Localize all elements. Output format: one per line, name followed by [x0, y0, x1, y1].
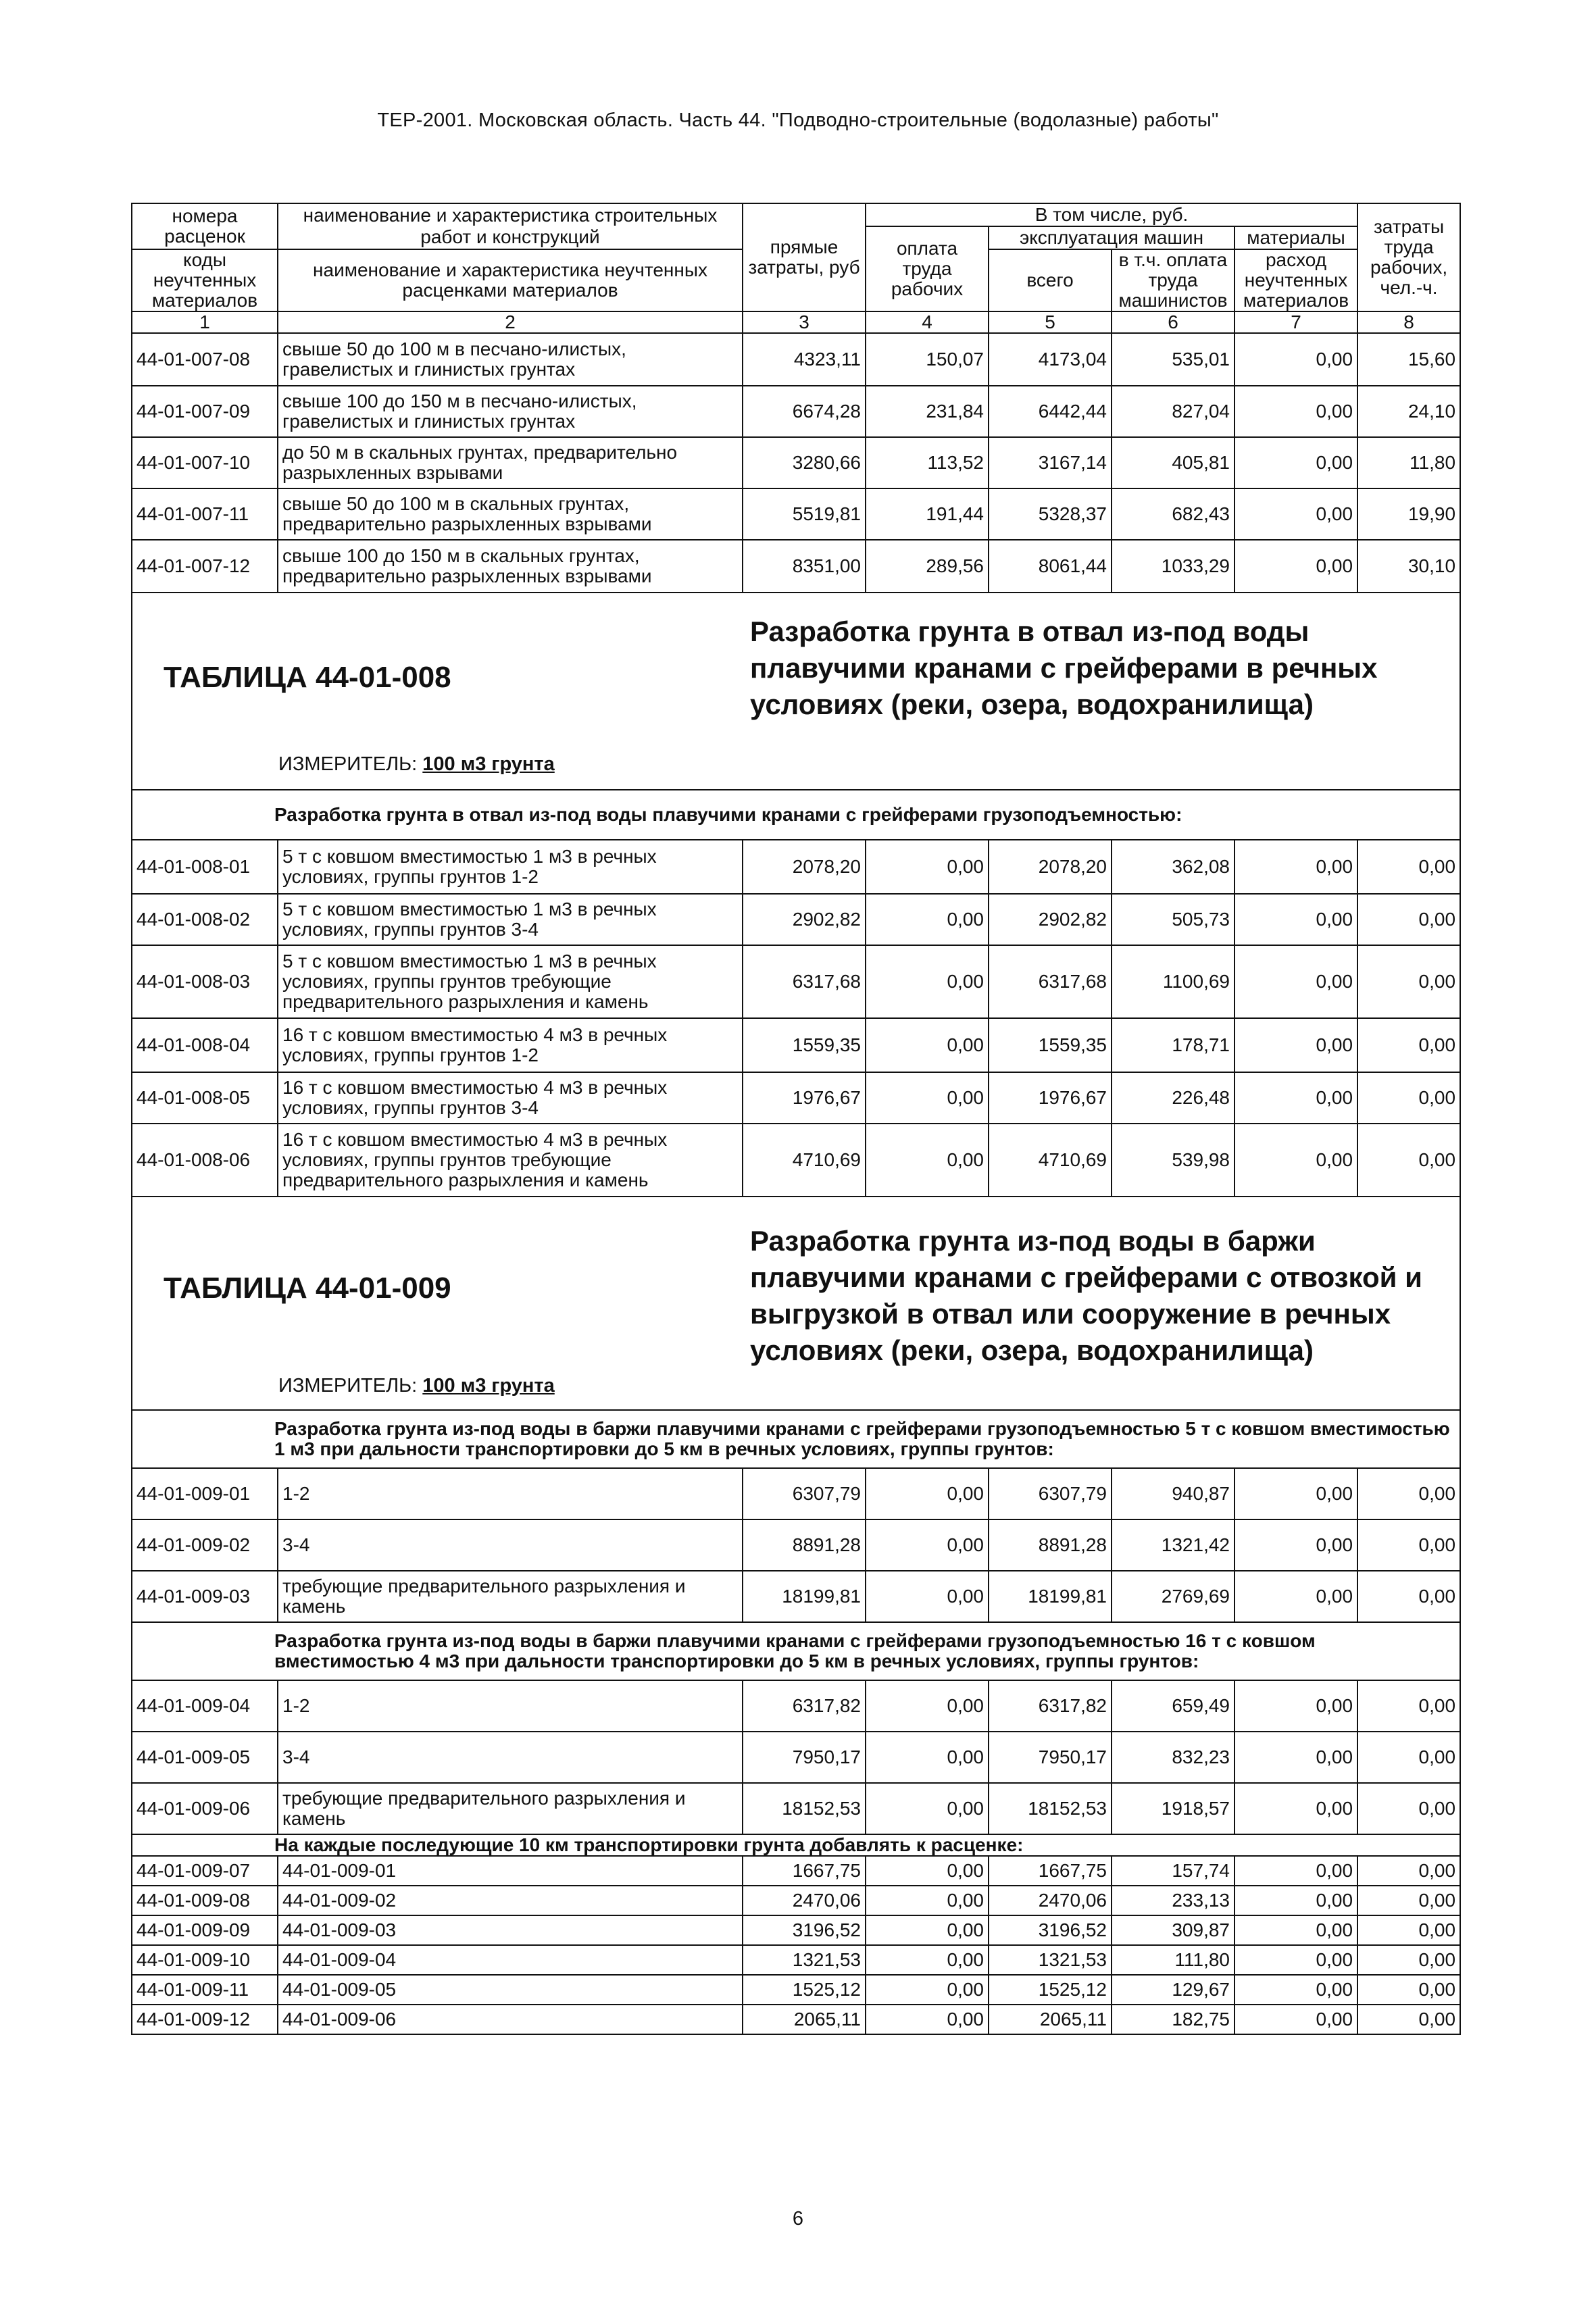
table-row — [132, 945, 1460, 1018]
direct-cost: 1976,67 — [743, 1072, 866, 1124]
col-machines-total: всего — [989, 249, 1112, 311]
wage-cost: 0,00 — [866, 840, 989, 894]
labor-cost: 0,00 — [1357, 1856, 1460, 1886]
section-row — [132, 1834, 1460, 1856]
wage-cost: 0,00 — [866, 1732, 989, 1783]
table-title-row — [132, 1197, 1460, 1410]
rate-code: 44-01-008-03 — [132, 945, 278, 1018]
machines-wage-cost: 1100,69 — [1112, 945, 1235, 1018]
rate-name: 44-01-009-01 — [278, 1856, 743, 1886]
labor-cost: 0,00 — [1357, 1519, 1460, 1571]
rate-name: 5 т с ковшом вместимостью 1 м3 в речных условиях, группы грунтов 3-4 — [278, 894, 743, 945]
machines-wage-cost: 233,13 — [1112, 1886, 1235, 1915]
col-num: 1 — [132, 311, 278, 333]
table-row — [132, 333, 1460, 386]
rate-code: 44-01-009-03 — [132, 1571, 278, 1622]
meter-prefix: ИЗМЕРИТЕЛЬ: — [278, 1375, 418, 1397]
direct-cost: 6674,28 — [743, 386, 866, 437]
table-row — [132, 2005, 1460, 2034]
materials-cost: 0,00 — [1235, 1886, 1357, 1915]
col-incl-header: В том числе, руб. — [866, 203, 1357, 226]
machines-cost: 2065,11 — [989, 2005, 1112, 2034]
machines-cost: 3196,52 — [989, 1915, 1112, 1945]
rate-code: 44-01-007-09 — [132, 386, 278, 437]
materials-cost: 0,00 — [1235, 437, 1357, 488]
materials-cost: 0,00 — [1235, 1124, 1357, 1197]
machines-wage-cost: 309,87 — [1112, 1915, 1235, 1945]
machines-cost: 8891,28 — [989, 1519, 1112, 1571]
rate-name: 44-01-009-03 — [278, 1915, 743, 1945]
machines-cost: 1525,12 — [989, 1975, 1112, 2005]
machines-cost: 6317,68 — [989, 945, 1112, 1018]
rate-code: 44-01-009-11 — [132, 1975, 278, 2005]
machines-wage-cost: 226,48 — [1112, 1072, 1235, 1124]
machines-cost: 2078,20 — [989, 840, 1112, 894]
col-num: 5 — [989, 311, 1112, 333]
direct-cost: 2078,20 — [743, 840, 866, 894]
rate-code: 44-01-009-10 — [132, 1945, 278, 1975]
machines-wage-cost: 940,87 — [1112, 1468, 1235, 1519]
labor-cost: 11,80 — [1357, 437, 1460, 488]
labor-cost: 0,00 — [1357, 945, 1460, 1018]
wage-cost: 0,00 — [866, 1124, 989, 1197]
machines-cost: 6307,79 — [989, 1468, 1112, 1519]
col-wage-header: оплата труда рабочих — [866, 226, 989, 311]
col-num: 2 — [278, 311, 743, 333]
wage-cost: 0,00 — [866, 1783, 989, 1834]
labor-cost: 0,00 — [1357, 2005, 1460, 2034]
wage-cost: 0,00 — [866, 1886, 989, 1915]
table-row — [132, 437, 1460, 488]
machines-wage-cost: 111,80 — [1112, 1945, 1235, 1975]
rate-code: 44-01-009-06 — [132, 1783, 278, 1834]
rate-code: 44-01-009-12 — [132, 2005, 278, 2034]
machines-cost: 6317,82 — [989, 1680, 1112, 1732]
wage-cost: 0,00 — [866, 2005, 989, 2034]
labor-cost: 0,00 — [1357, 1072, 1460, 1124]
machines-cost: 1321,53 — [989, 1945, 1112, 1975]
col-machines-header: эксплуатация машин — [989, 226, 1235, 249]
table-meter — [278, 1376, 555, 1396]
materials-cost: 0,00 — [1235, 840, 1357, 894]
col-materials-header: материалы — [1235, 226, 1357, 249]
labor-cost: 0,00 — [1357, 1915, 1460, 1945]
rate-code: 44-01-009-07 — [132, 1856, 278, 1886]
table-row — [132, 1856, 1460, 1886]
labor-cost: 0,00 — [1357, 1945, 1460, 1975]
machines-wage-cost: 182,75 — [1112, 2005, 1235, 2034]
meter-value: 100 м3 грунта — [422, 1375, 555, 1397]
table-row — [132, 540, 1460, 593]
labor-cost: 0,00 — [1357, 840, 1460, 894]
machines-wage-cost: 129,67 — [1112, 1975, 1235, 2005]
direct-cost: 2065,11 — [743, 2005, 866, 2034]
rate-name: до 50 м в скальных грунтах, предварительно разрыхленных взрывами — [278, 437, 743, 488]
table-row — [132, 840, 1460, 894]
direct-cost: 8351,00 — [743, 540, 866, 593]
rate-name: 44-01-009-06 — [278, 2005, 743, 2034]
labor-cost: 0,00 — [1357, 1680, 1460, 1732]
machines-cost: 1559,35 — [989, 1018, 1112, 1072]
labor-cost: 0,00 — [1357, 1886, 1460, 1915]
machines-wage-cost: 832,23 — [1112, 1732, 1235, 1783]
table-row — [132, 386, 1460, 437]
table-row — [132, 1072, 1460, 1124]
machines-cost: 8061,44 — [989, 540, 1112, 593]
rate-code: 44-01-009-01 — [132, 1468, 278, 1519]
table-row — [132, 1945, 1460, 1975]
col-num: 7 — [1235, 311, 1357, 333]
meter-prefix: ИЗМЕРИТЕЛЬ: — [278, 753, 418, 775]
rate-name: свыше 50 до 100 м в скальных грунтах, предварительно разрыхленных взрывами — [278, 488, 743, 540]
wage-cost: 113,52 — [866, 437, 989, 488]
direct-cost: 6307,79 — [743, 1468, 866, 1519]
section-row — [132, 790, 1460, 840]
rate-name: 44-01-009-05 — [278, 1975, 743, 2005]
labor-cost: 0,00 — [1357, 1018, 1460, 1072]
labor-cost: 0,00 — [1357, 1783, 1460, 1834]
wage-cost: 0,00 — [866, 1519, 989, 1571]
materials-cost: 0,00 — [1235, 2005, 1357, 2034]
rate-name: 16 т с ковшом вместимостью 4 м3 в речных условиях, группы грунтов 3-4 — [278, 1072, 743, 1124]
materials-cost: 0,00 — [1235, 1519, 1357, 1571]
machines-cost: 4173,04 — [989, 333, 1112, 386]
table-row — [132, 1680, 1460, 1732]
table-title-row — [132, 593, 1460, 790]
machines-wage-cost: 157,74 — [1112, 1856, 1235, 1886]
direct-cost: 7950,17 — [743, 1732, 866, 1783]
machines-cost: 1976,67 — [989, 1072, 1112, 1124]
col-num: 3 — [743, 311, 866, 333]
col-materials-sub: расход неучтенных материалов — [1235, 249, 1357, 311]
rate-name: 3-4 — [278, 1732, 743, 1783]
table-row — [132, 1732, 1460, 1783]
materials-cost: 0,00 — [1235, 945, 1357, 1018]
rates-table — [131, 203, 1461, 2035]
table-title-block — [132, 1197, 1460, 1410]
page-number: 6 — [792, 2208, 804, 2230]
section-heading: Разработка грунта из-под воды в баржи плавучими кранами с грейферами грузоподъемностью 16 т с ковшом вместимостью 4 м3 при дальности транспортировки до 5 км в речных условиях, группы грунтов: — [132, 1622, 1460, 1680]
table-row — [132, 1468, 1460, 1519]
machines-cost: 3167,14 — [989, 437, 1112, 488]
wage-cost: 0,00 — [866, 1018, 989, 1072]
wage-cost: 0,00 — [866, 945, 989, 1018]
machines-cost: 1667,75 — [989, 1856, 1112, 1886]
labor-cost: 0,00 — [1357, 1468, 1460, 1519]
table-title-block — [132, 593, 1460, 790]
wage-cost: 289,56 — [866, 540, 989, 593]
labor-cost: 0,00 — [1357, 1732, 1460, 1783]
wage-cost: 0,00 — [866, 1975, 989, 2005]
section-row — [132, 1622, 1460, 1680]
machines-wage-cost: 827,04 — [1112, 386, 1235, 437]
col-code-sub: коды неучтенных материалов — [132, 249, 278, 311]
section-row — [132, 1410, 1460, 1468]
wage-cost: 0,00 — [866, 1945, 989, 1975]
direct-cost: 4323,11 — [743, 333, 866, 386]
machines-wage-cost: 405,81 — [1112, 437, 1235, 488]
rate-name: свыше 100 до 150 м в песчано-илистых, гравелистых и глинистых грунтах — [278, 386, 743, 437]
table-row — [132, 1975, 1460, 2005]
col-direct-header: прямые затраты, руб — [743, 203, 866, 311]
direct-cost: 1667,75 — [743, 1856, 866, 1886]
labor-cost: 0,00 — [1357, 1975, 1460, 2005]
rate-code: 44-01-008-01 — [132, 840, 278, 894]
wage-cost: 231,84 — [866, 386, 989, 437]
rate-code: 44-01-007-08 — [132, 333, 278, 386]
machines-wage-cost: 1033,29 — [1112, 540, 1235, 593]
machines-wage-cost: 2769,69 — [1112, 1571, 1235, 1622]
rate-name: 1-2 — [278, 1680, 743, 1732]
rate-name: 44-01-009-04 — [278, 1945, 743, 1975]
materials-cost: 0,00 — [1235, 1783, 1357, 1834]
table-row — [132, 1915, 1460, 1945]
materials-cost: 0,00 — [1235, 1018, 1357, 1072]
materials-cost: 0,00 — [1235, 1915, 1357, 1945]
labor-cost: 0,00 — [1357, 1571, 1460, 1622]
machines-cost: 7950,17 — [989, 1732, 1112, 1783]
rate-name: свыше 50 до 100 м в песчано-илистых, гравелистых и глинистых грунтах — [278, 333, 743, 386]
machines-cost: 2902,82 — [989, 894, 1112, 945]
machines-wage-cost: 362,08 — [1112, 840, 1235, 894]
col-name-sub: наименование и характеристика неучтенных расценками материалов — [278, 249, 743, 311]
machines-cost: 5328,37 — [989, 488, 1112, 540]
rate-name: 5 т с ковшом вместимостью 1 м3 в речных условиях, группы грунтов 1-2 — [278, 840, 743, 894]
wage-cost: 0,00 — [866, 1468, 989, 1519]
direct-cost: 6317,68 — [743, 945, 866, 1018]
rate-code: 44-01-008-04 — [132, 1018, 278, 1072]
machines-wage-cost: 539,98 — [1112, 1124, 1235, 1197]
machines-cost: 4710,69 — [989, 1124, 1112, 1197]
materials-cost: 0,00 — [1235, 1856, 1357, 1886]
machines-cost: 2470,06 — [989, 1886, 1112, 1915]
table-row — [132, 1571, 1460, 1622]
page-header: ТЕР-2001. Московская область. Часть 44. "Подводно-строительные (водолазные) работы" — [377, 109, 1219, 131]
rate-code: 44-01-008-02 — [132, 894, 278, 945]
table-row — [132, 894, 1460, 945]
col-labor-header: затраты труда рабочих, чел.-ч. — [1357, 203, 1460, 311]
machines-wage-cost: 505,73 — [1112, 894, 1235, 945]
labor-cost: 24,10 — [1357, 386, 1460, 437]
machines-wage-cost: 1321,42 — [1112, 1519, 1235, 1571]
direct-cost: 8891,28 — [743, 1519, 866, 1571]
direct-cost: 5519,81 — [743, 488, 866, 540]
direct-cost: 18152,53 — [743, 1783, 866, 1834]
machines-cost: 18152,53 — [989, 1783, 1112, 1834]
materials-cost: 0,00 — [1235, 894, 1357, 945]
direct-cost: 1321,53 — [743, 1945, 866, 1975]
labor-cost: 19,90 — [1357, 488, 1460, 540]
rate-name: 44-01-009-02 — [278, 1886, 743, 1915]
rate-name: свыше 100 до 150 м в скальных грунтах, предварительно разрыхленных взрывами — [278, 540, 743, 593]
labor-cost: 0,00 — [1357, 894, 1460, 945]
machines-wage-cost: 659,49 — [1112, 1680, 1235, 1732]
labor-cost: 0,00 — [1357, 1124, 1460, 1197]
materials-cost: 0,00 — [1235, 1732, 1357, 1783]
meter-value: 100 м3 грунта — [422, 753, 555, 775]
materials-cost: 0,00 — [1235, 1680, 1357, 1732]
machines-wage-cost: 682,43 — [1112, 488, 1235, 540]
wage-cost: 150,07 — [866, 333, 989, 386]
materials-cost: 0,00 — [1235, 1072, 1357, 1124]
direct-cost: 1525,12 — [743, 1975, 866, 2005]
machines-wage-cost: 535,01 — [1112, 333, 1235, 386]
labor-cost: 30,10 — [1357, 540, 1460, 593]
rate-code: 44-01-007-11 — [132, 488, 278, 540]
rate-name: требующие предварительного разрыхления и камень — [278, 1783, 743, 1834]
table-row — [132, 1124, 1460, 1197]
section-heading: Разработка грунта в отвал из-под воды плавучими кранами с грейферами грузоподъемностью: — [132, 790, 1460, 840]
direct-cost: 6317,82 — [743, 1680, 866, 1732]
table-title: Разработка грунта из-под воды в баржи плавучими кранами с грейферами с отвозкой и выгрузкой в отвал или сооружение в речных условиях (реки, озера, водохранилища) — [750, 1225, 1422, 1366]
table-row — [132, 488, 1460, 540]
direct-cost: 4710,69 — [743, 1124, 866, 1197]
header-row-1 — [132, 203, 1460, 226]
header-numbers — [132, 311, 1460, 333]
rate-code: 44-01-009-08 — [132, 1886, 278, 1915]
rate-name: 1-2 — [278, 1468, 743, 1519]
direct-cost: 2470,06 — [743, 1886, 866, 1915]
direct-cost: 1559,35 — [743, 1018, 866, 1072]
machines-wage-cost: 178,71 — [1112, 1018, 1235, 1072]
col-code-header: номера расценок — [132, 203, 278, 249]
direct-cost: 3280,66 — [743, 437, 866, 488]
table-row — [132, 1519, 1460, 1571]
wage-cost: 191,44 — [866, 488, 989, 540]
machines-cost: 6442,44 — [989, 386, 1112, 437]
rate-code: 44-01-007-10 — [132, 437, 278, 488]
labor-cost: 15,60 — [1357, 333, 1460, 386]
col-machines-wage: в т.ч. оплата труда машинистов — [1112, 249, 1235, 311]
rate-name: 16 т с ковшом вместимостью 4 м3 в речных условиях, группы грунтов 1-2 — [278, 1018, 743, 1072]
rate-code: 44-01-009-09 — [132, 1915, 278, 1945]
table-row — [132, 1783, 1460, 1834]
rate-code: 44-01-007-12 — [132, 540, 278, 593]
rate-name: 3-4 — [278, 1519, 743, 1571]
machines-wage-cost: 1918,57 — [1112, 1783, 1235, 1834]
table-title: Разработка грунта в отвал из-под воды плавучими кранами с грейферами в речных условиях (реки, озера, водохранилища) — [750, 615, 1378, 720]
col-name-header: наименование и характеристика строительных работ и конструкций — [278, 203, 743, 249]
materials-cost: 0,00 — [1235, 1945, 1357, 1975]
materials-cost: 0,00 — [1235, 333, 1357, 386]
materials-cost: 0,00 — [1235, 1571, 1357, 1622]
materials-cost: 0,00 — [1235, 386, 1357, 437]
section-heading: Разработка грунта из-под воды в баржи плавучими кранами с грейферами грузоподъемностью 5 т с ковшом вместимостью 1 м3 при дальности транспортировки до 5 км в речных условиях, группы грунтов: — [132, 1410, 1460, 1468]
rate-code: 44-01-009-02 — [132, 1519, 278, 1571]
direct-cost: 18199,81 — [743, 1571, 866, 1622]
table-label: ТАБЛИЦА 44-01-009 — [164, 1272, 451, 1305]
table-label: ТАБЛИЦА 44-01-008 — [164, 661, 451, 694]
materials-cost: 0,00 — [1235, 488, 1357, 540]
rate-name: 5 т с ковшом вместимостью 1 м3 в речных условиях, группы грунтов требующие предварительного разрыхления и камень — [278, 945, 743, 1018]
direct-cost: 3196,52 — [743, 1915, 866, 1945]
wage-cost: 0,00 — [866, 1856, 989, 1886]
rate-name: 16 т с ковшом вместимостью 4 м3 в речных условиях, группы грунтов требующие предварительного разрыхления и камень — [278, 1124, 743, 1197]
wage-cost: 0,00 — [866, 1571, 989, 1622]
table-row — [132, 1886, 1460, 1915]
col-num: 6 — [1112, 311, 1235, 333]
rate-code: 44-01-009-04 — [132, 1680, 278, 1732]
materials-cost: 0,00 — [1235, 1468, 1357, 1519]
rate-name: требующие предварительного разрыхления и камень — [278, 1571, 743, 1622]
rate-code: 44-01-008-06 — [132, 1124, 278, 1197]
col-num: 4 — [866, 311, 989, 333]
section-heading: На каждые последующие 10 км транспортировки грунта добавлять к расценке: — [132, 1834, 1460, 1856]
materials-cost: 0,00 — [1235, 540, 1357, 593]
table-meter — [278, 754, 555, 774]
materials-cost: 0,00 — [1235, 1975, 1357, 2005]
wage-cost: 0,00 — [866, 1915, 989, 1945]
rate-code: 44-01-009-05 — [132, 1732, 278, 1783]
wage-cost: 0,00 — [866, 1072, 989, 1124]
wage-cost: 0,00 — [866, 894, 989, 945]
col-num: 8 — [1357, 311, 1460, 333]
rate-code: 44-01-008-05 — [132, 1072, 278, 1124]
table-row — [132, 1018, 1460, 1072]
wage-cost: 0,00 — [866, 1680, 989, 1732]
machines-cost: 18199,81 — [989, 1571, 1112, 1622]
direct-cost: 2902,82 — [743, 894, 866, 945]
